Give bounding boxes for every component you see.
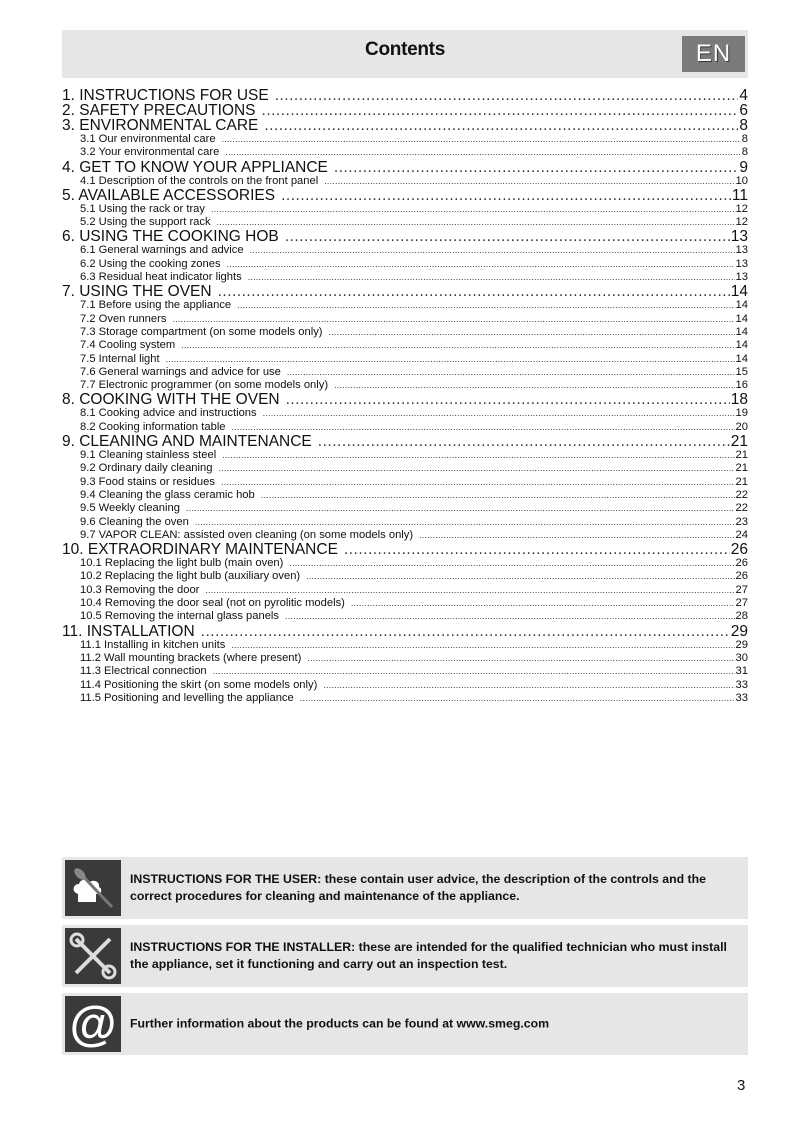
toc-page-number: 21 — [735, 475, 748, 488]
note-text: INSTRUCTIONS FOR THE USER: these contain user advice, the description of the controls and the correct procedures for cleaning and maintenance of the appliance. — [130, 872, 706, 903]
toc-page-number: 14 — [735, 299, 748, 312]
toc-entry-sub[interactable] — [62, 570, 748, 583]
toc-page-number: 15 — [735, 365, 748, 378]
toc-entry-label: 2. SAFETY PRECAUTIONS — [62, 103, 256, 118]
toc-entry-label: 9.5 Weekly cleaning — [80, 502, 180, 515]
at-sign-icon: @ — [65, 996, 121, 1052]
dot-leader — [334, 379, 734, 392]
dot-leader — [306, 570, 734, 583]
toc-entry-sub[interactable] — [62, 353, 748, 366]
page-title: Contents — [365, 39, 445, 60]
dot-leader — [231, 639, 734, 652]
toc-entry-label: 10.4 Removing the door seal (not on pyrolitic models) — [80, 597, 345, 610]
toc-page-number: 8 — [741, 133, 748, 145]
note-text: INSTRUCTIONS FOR THE INSTALLER: these are intended for the qualified technician who must install the appliance, set it functioning and carry out an inspection test. — [130, 940, 727, 971]
toc-entry-sub[interactable] — [62, 652, 748, 665]
toc-entry-sub[interactable] — [62, 326, 748, 339]
dot-leader — [351, 597, 735, 610]
toc-entry-sub[interactable] — [62, 366, 748, 379]
dot-leader — [344, 542, 730, 557]
toc-page-number: 13 — [735, 244, 748, 257]
chef-spoon-icon — [65, 860, 121, 916]
toc-entry-label: 11.4 Positioning the skirt (on some models only) — [80, 678, 318, 691]
toc-entry-sub[interactable] — [62, 407, 748, 420]
dot-leader — [237, 299, 734, 312]
dot-leader — [250, 244, 735, 257]
toc-entry-label: 7.2 Oven runners — [80, 312, 167, 325]
toc-entry-main[interactable] — [62, 88, 748, 103]
toc-entry-main[interactable] — [62, 542, 748, 557]
toc-entry-sub[interactable] — [62, 610, 748, 623]
table-of-contents — [62, 88, 748, 705]
toc-entry-sub[interactable] — [62, 557, 748, 570]
dot-leader — [221, 476, 735, 489]
toc-entry-main[interactable] — [62, 188, 748, 203]
toc-page-number: 4 — [739, 88, 748, 103]
toc-entry-label: 9.1 Cleaning stainless steel — [80, 449, 217, 462]
toc-page-number: 9 — [739, 159, 748, 175]
dot-leader — [218, 284, 730, 299]
toc-page-number: 8 — [741, 146, 748, 159]
toc-entry-sub[interactable] — [62, 692, 748, 705]
toc-entry-label: 4.1 Description of the controls on the front panel — [80, 174, 319, 187]
toc-entry-label: 9.6 Cleaning the oven — [80, 515, 189, 528]
toc-entry-main[interactable] — [62, 284, 748, 299]
toc-entry-label: 9. CLEANING AND MAINTENANCE — [62, 434, 312, 450]
dot-leader — [225, 146, 740, 159]
toc-page-number: 30 — [735, 651, 748, 664]
dot-leader — [222, 133, 741, 146]
dot-leader — [307, 652, 734, 665]
toc-page-number: 21 — [730, 434, 748, 450]
toc-entry-label: 10.3 Removing the door — [80, 583, 200, 596]
dot-leader — [287, 366, 735, 379]
toc-entry-sub[interactable] — [62, 271, 748, 284]
dot-leader — [211, 203, 735, 216]
dot-leader — [289, 557, 734, 570]
dot-leader — [213, 665, 735, 678]
toc-page-number: 26 — [735, 570, 748, 583]
toc-page-number: 12 — [735, 216, 748, 229]
toc-page-number: 12 — [735, 202, 748, 215]
toc-entry-sub[interactable] — [62, 529, 748, 542]
dot-leader — [261, 489, 735, 502]
dot-leader — [318, 434, 730, 449]
toc-page-number: 29 — [730, 623, 748, 639]
dot-leader — [166, 353, 735, 366]
dot-leader — [263, 407, 735, 420]
toc-page-number: 14 — [735, 352, 748, 365]
toc-entry-label: 3.1 Our environmental care — [80, 133, 216, 145]
toc-entry-label: 3. ENVIRONMENTAL CARE — [62, 118, 259, 133]
toc-page-number: 28 — [735, 610, 748, 623]
dot-leader — [285, 610, 735, 623]
dot-leader — [281, 188, 731, 203]
dot-leader — [323, 679, 734, 692]
toc-entry-label: 8.2 Cooking information table — [80, 420, 226, 433]
toc-entry-label: 7.3 Storage compartment (on some models only) — [80, 325, 323, 338]
toc-entry-label: 11.3 Electrical connection — [80, 665, 207, 678]
toc-entry-label: 7.4 Cooling system — [80, 339, 176, 352]
dot-leader — [218, 462, 734, 475]
dot-leader — [181, 339, 734, 352]
dot-leader — [334, 160, 738, 175]
toc-page-number: 10 — [735, 174, 748, 187]
toc-entry-sub[interactable] — [62, 584, 748, 597]
toc-page-number: 24 — [735, 528, 748, 541]
toc-page-number: 14 — [730, 284, 748, 300]
toc-entry-label: 6.2 Using the cooking zones — [80, 257, 221, 270]
toc-page-number: 33 — [735, 678, 748, 691]
toc-entry-label: 6. USING THE COOKING HOB — [62, 229, 279, 245]
toc-entry-label: 5.1 Using the rack or tray — [80, 202, 205, 215]
toc-page-number: 13 — [730, 229, 748, 245]
toc-entry-label: 11.2 Wall mounting brackets (where present) — [80, 651, 302, 664]
toc-entry-label: 10.1 Replacing the light bulb (main oven) — [80, 557, 284, 570]
toc-entry-label: 7.1 Before using the appliance — [80, 299, 232, 312]
dot-leader — [227, 258, 735, 271]
toc-page-number: 27 — [735, 597, 748, 610]
toc-entry-sub[interactable] — [62, 203, 748, 216]
toc-entry-sub[interactable] — [62, 679, 748, 692]
toc-entry-label: 9.3 Food stains or residues — [80, 475, 215, 488]
toc-entry-label: 6.3 Residual heat indicator lights — [80, 271, 242, 284]
toc-page-number: 26 — [735, 557, 748, 570]
toc-page-number: 6 — [739, 103, 748, 118]
toc-entry-label: 9.2 Ordinary daily cleaning — [80, 462, 213, 475]
toc-page-number: 29 — [735, 638, 748, 651]
toc-entry-main[interactable] — [62, 118, 748, 133]
user-instructions-note — [62, 857, 748, 919]
toc-entry-label: 11. INSTALLATION — [62, 623, 195, 639]
toc-page-number: 13 — [735, 257, 748, 270]
installer-instructions-note — [62, 925, 748, 987]
dot-leader — [248, 271, 735, 284]
dot-leader — [324, 175, 734, 188]
dot-leader — [195, 516, 735, 529]
toc-entry-sub[interactable] — [62, 597, 748, 610]
toc-entry-sub[interactable] — [62, 449, 748, 462]
toc-entry-label: 10.2 Replacing the light bulb (auxiliary oven) — [80, 570, 301, 583]
dot-leader — [285, 229, 730, 244]
toc-entry-sub[interactable] — [62, 299, 748, 312]
toc-page-number: 19 — [735, 407, 748, 420]
toc-entry-main[interactable] — [62, 434, 748, 449]
dot-leader — [172, 313, 734, 326]
toc-entry-label: 7.6 General warnings and advice for use — [80, 365, 281, 378]
toc-entry-sub[interactable] — [62, 462, 748, 475]
toc-page-number: 27 — [735, 583, 748, 596]
toc-entry-label: 4. GET TO KNOW YOUR APPLIANCE — [62, 159, 328, 175]
toc-entry-label: 5.2 Using the support rack — [80, 216, 211, 229]
toc-page-number: 22 — [735, 502, 748, 515]
dot-leader — [419, 529, 734, 542]
toc-entry-main[interactable] — [62, 229, 748, 244]
toc-entry-label: 11.1 Installing in kitchen units — [80, 638, 226, 651]
toc-entry-label: 5. AVAILABLE ACCESSORIES — [62, 187, 276, 203]
toc-entry-sub[interactable] — [62, 476, 748, 489]
language-badge: EN — [682, 36, 745, 72]
toc-entry-sub[interactable] — [62, 146, 748, 159]
toc-page-number: 33 — [735, 691, 748, 704]
toc-entry-main[interactable] — [62, 160, 748, 175]
toc-entry-label: 1. INSTRUCTIONS FOR USE — [62, 88, 269, 103]
toc-entry-label: 10.5 Removing the internal glass panels — [80, 610, 280, 623]
toc-entry-sub[interactable] — [62, 175, 748, 188]
toc-entry-sub[interactable] — [62, 489, 748, 502]
toc-entry-label: 7.7 Electronic programmer (on some models only) — [80, 379, 329, 392]
dot-leader — [217, 216, 735, 229]
toc-page-number: 16 — [735, 379, 748, 392]
toc-entry-label: 6.1 General warnings and advice — [80, 244, 244, 257]
toc-page-number: 11 — [731, 187, 748, 203]
dot-leader — [201, 624, 730, 639]
toc-entry-label: 9.4 Cleaning the glass ceramic hob — [80, 488, 255, 501]
toc-entry-sub[interactable] — [62, 258, 748, 271]
dot-leader — [186, 502, 735, 515]
toc-page-number: 22 — [735, 488, 748, 501]
dot-leader — [205, 584, 734, 597]
toc-page-number: 18 — [730, 392, 748, 408]
toc-entry-label: 11.5 Positioning and levelling the appliance — [80, 691, 294, 704]
page-number: 3 — [737, 1077, 746, 1094]
dot-leader — [262, 103, 739, 118]
toc-page-number: 14 — [735, 339, 748, 352]
dot-leader — [329, 326, 735, 339]
toc-entry-sub[interactable] — [62, 216, 748, 229]
dot-leader — [275, 88, 739, 103]
toc-entry-sub[interactable] — [62, 379, 748, 392]
toc-entry-label: 8.1 Cooking advice and instructions — [80, 407, 257, 420]
dot-leader — [300, 692, 735, 705]
toc-entry-label: 10. EXTRAORDINARY MAINTENANCE — [62, 542, 338, 558]
toc-entry-sub[interactable] — [62, 313, 748, 326]
note-text: Further information about the products can be found at www.smeg.com — [130, 1016, 550, 1031]
dot-leader — [264, 118, 738, 133]
dot-leader — [286, 392, 730, 407]
toc-page-number: 8 — [739, 118, 748, 133]
more-info-note — [62, 993, 748, 1055]
toc-entry-label: 8. COOKING WITH THE OVEN — [62, 392, 280, 408]
toc-entry-main[interactable] — [62, 624, 748, 639]
toc-entry-sub[interactable] — [62, 502, 748, 515]
toc-entry-main[interactable] — [62, 392, 748, 407]
toc-page-number: 20 — [735, 420, 748, 433]
toc-entry-sub[interactable] — [62, 244, 748, 257]
toc-entry-label: 7.5 Internal light — [80, 352, 160, 365]
toc-entry-sub[interactable] — [62, 516, 748, 529]
toc-page-number: 26 — [730, 542, 748, 558]
toc-page-number: 31 — [735, 665, 748, 678]
toc-entry-label: 7. USING THE OVEN — [62, 284, 212, 300]
toc-entry-sub[interactable] — [62, 133, 748, 146]
toc-entry-sub[interactable] — [62, 639, 748, 652]
contents-header — [62, 30, 748, 78]
tools-icon — [65, 928, 121, 984]
toc-entry-label: 3.2 Your environmental care — [80, 146, 220, 159]
toc-page-number: 21 — [735, 462, 748, 475]
toc-entry-label: 9.7 VAPOR CLEAN: assisted oven cleaning (on some models only) — [80, 528, 414, 541]
toc-page-number: 14 — [735, 325, 748, 338]
toc-page-number: 23 — [735, 515, 748, 528]
dot-leader — [232, 421, 735, 434]
toc-page-number: 21 — [735, 449, 748, 462]
toc-entry-sub[interactable] — [62, 665, 748, 678]
toc-page-number: 13 — [735, 271, 748, 284]
toc-entry-sub[interactable] — [62, 421, 748, 434]
toc-entry-main[interactable] — [62, 103, 748, 118]
toc-entry-sub[interactable] — [62, 339, 748, 352]
toc-page-number: 14 — [735, 312, 748, 325]
dot-leader — [222, 449, 734, 462]
